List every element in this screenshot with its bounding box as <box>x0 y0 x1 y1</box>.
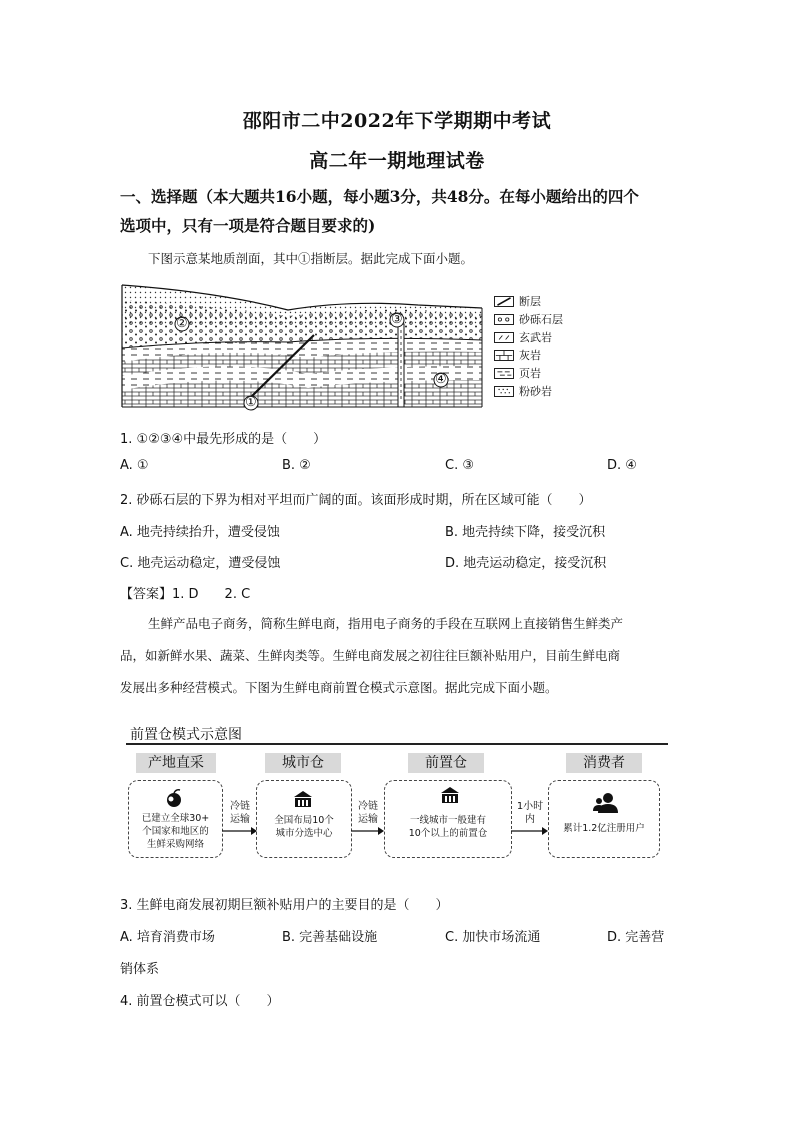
origin-desc-line: 已建立全球30+ <box>141 813 210 824</box>
user-icon <box>593 792 619 814</box>
q1-option-d[interactable]: D. ④ <box>607 458 637 473</box>
arrow-label-line: 冷链 <box>358 801 378 812</box>
geology-intro: 下图示意某地质剖面，其中①指断层。据此完成下面小题。 <box>148 251 474 266</box>
question-2: 2. 砂砾石层的下界为相对平坦而广阔的面。该面形成时期，所在区域可能（ ） <box>120 493 592 508</box>
arrow-label-cold-chain <box>222 800 258 826</box>
legend-label: 砂砾石层 <box>519 313 563 326</box>
q1-option-b[interactable]: B. ② <box>282 458 311 473</box>
basalt-pattern-icon <box>494 332 514 343</box>
q3-option-c[interactable]: C. 加快市场流通 <box>445 930 541 945</box>
stage-label-front: 前置仓 <box>408 753 484 773</box>
exam-title: 邵阳市二中2022年下学期期中考试 <box>242 110 552 132</box>
fault-pattern-icon <box>494 296 514 307</box>
front-desc <box>384 814 512 840</box>
legend-shale <box>494 365 541 381</box>
arrow-icon <box>511 826 549 836</box>
siltstone-pattern-icon <box>494 386 514 397</box>
section-heading-cont: 选项中，只有一项是符合题目要求的) <box>120 216 376 235</box>
origin-desc <box>128 812 223 851</box>
q3-option-b[interactable]: B. 完善基础设施 <box>282 930 378 945</box>
q2-option-a[interactable]: A. 地壳持续抬升，遭受侵蚀 <box>120 525 280 540</box>
q2-option-d[interactable]: D. 地壳运动稳定，接受沉积 <box>445 556 607 571</box>
arrow-label-line: 运输 <box>358 814 378 825</box>
arrow-icon <box>351 826 385 836</box>
ecommerce-intro-1: 生鲜产品电子商务，简称生鲜电商，指用电子商务的手段在互联网上直接销售生鲜类产 <box>148 616 624 631</box>
marker-2: ② <box>176 316 188 331</box>
front-desc-line: 一线城市一般建有 <box>409 815 486 826</box>
marker-1: ① <box>245 395 257 410</box>
question-3: 3. 生鲜电商发展初期巨额补贴用户的主要目的是（ ） <box>120 898 449 913</box>
arrow-label-line: 冷链 <box>230 801 250 812</box>
legend-label: 页岩 <box>519 367 541 380</box>
stage-label-consumer: 消费者 <box>566 753 642 773</box>
geology-cross-section <box>118 280 488 415</box>
fruit-icon <box>163 788 185 808</box>
legend-siltstone <box>494 383 552 399</box>
legend-label: 玄武岩 <box>519 331 552 344</box>
arrow-label-cold-chain <box>351 800 385 826</box>
legend-label: 灰岩 <box>519 349 541 362</box>
city-desc-line: 城市分选中心 <box>275 828 333 839</box>
q1-option-a[interactable]: A. ① <box>120 458 149 473</box>
arrow-icon <box>222 826 258 836</box>
legend-gravel <box>494 311 563 327</box>
front-desc-line: 10个以上的前置仓 <box>408 828 488 839</box>
arrow-label-one-hour <box>511 800 549 826</box>
q3-option-a[interactable]: A. 培育消费市场 <box>120 930 215 945</box>
consumer-desc-line: 累计1.2亿注册用户 <box>563 823 645 834</box>
marker-3: ③ <box>391 312 403 327</box>
exam-subtitle: 高二年一期地理试卷 <box>309 150 485 172</box>
legend-limestone <box>494 347 541 363</box>
origin-desc-line: 生鲜采购网络 <box>146 839 204 850</box>
question-4: 4. 前置仓模式可以（ ） <box>120 994 280 1009</box>
city-desc <box>256 814 352 840</box>
diagram-rule <box>126 743 668 745</box>
arrow-label-line: 内 <box>525 814 535 825</box>
q2-option-c[interactable]: C. 地壳运动稳定，遭受侵蚀 <box>120 556 281 571</box>
ecommerce-intro-3: 发展出多种经营模式。下图为生鲜电商前置仓模式示意图。据此完成下面小题。 <box>120 680 558 695</box>
arrow-label-line: 运输 <box>230 814 250 825</box>
consumer-desc <box>548 822 660 835</box>
warehouse-icon <box>440 786 460 804</box>
stage-label-origin: 产地直采 <box>136 753 216 773</box>
legend-fault <box>494 293 541 309</box>
question-1: 1. ①②③④中最先形成的是（ ） <box>120 432 327 447</box>
origin-desc-line: 个国家和地区的 <box>142 826 209 837</box>
q1-option-c[interactable]: C. ③ <box>445 458 474 473</box>
legend-label: 断层 <box>519 295 541 308</box>
shale-pattern-icon <box>494 368 514 379</box>
answer-label: 【答案】 <box>120 587 173 602</box>
stage-label-city: 城市仓 <box>265 753 341 773</box>
section-heading: 一、选择题（本大题共16小题，每小题3分，共48分。在每小题给出的四个 <box>120 187 639 206</box>
diagram-title: 前置仓模式示意图 <box>130 727 242 743</box>
arrow-label-line: 1小时 <box>516 801 544 812</box>
q3-option-d-wrap: 销体系 <box>120 962 160 977</box>
ecommerce-intro-2: 品，如新鲜水果、蔬菜、生鲜肉类等。生鲜电商发展之初往往巨额补贴用户，目前生鲜电商 <box>120 648 621 663</box>
warehouse-icon <box>293 790 313 808</box>
legend-label: 粉砂岩 <box>519 385 552 398</box>
q3-option-d[interactable]: D. 完善营 <box>607 930 665 945</box>
gravel-pattern-icon <box>494 314 514 325</box>
city-desc-line: 全国布局10个 <box>274 815 334 826</box>
answer-text: 1. D 2. C <box>172 587 251 602</box>
marker-4: ④ <box>435 372 447 387</box>
q2-option-b[interactable]: B. 地壳持续下降，接受沉积 <box>445 525 606 540</box>
answer-line <box>120 583 250 602</box>
limestone-pattern-icon <box>494 350 514 361</box>
legend-basalt <box>494 329 552 345</box>
